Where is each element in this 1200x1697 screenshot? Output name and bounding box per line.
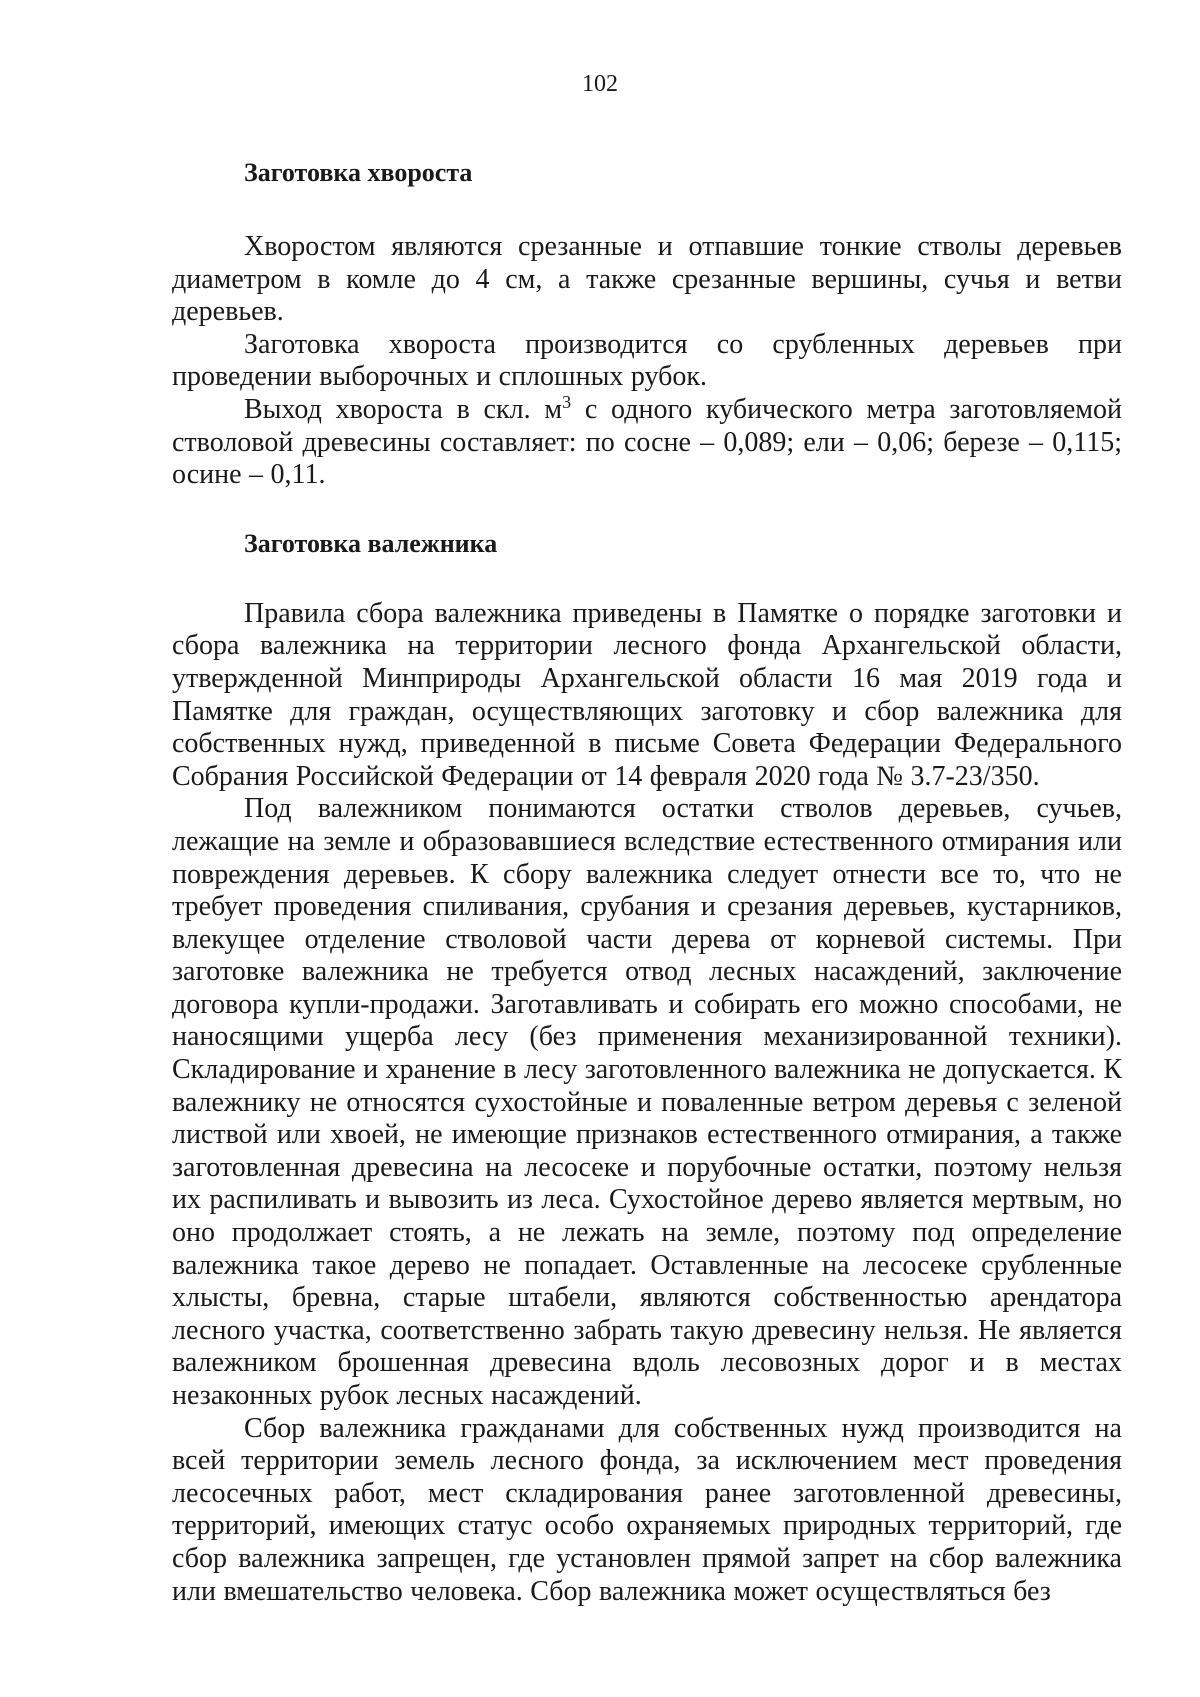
cubic-superscript: 3	[562, 391, 572, 412]
paragraph-deadwood-definition: Под валежником понимаются остатки стволов деревьев, сучьев, лежащие на земле и образовавшиеся вследствие естественного отмирания или повреждения деревьев. К сбору валежника следует отнести все то, что не требует проведения спиливания, срубания и срезания деревьев, кустарников, влекущее отделение стволовой части дерева от корневой системы. При заготовке валежника не требуется отвод лесных насаждений, заключение договора купли-продажи. Заготавливать и собирать его можно способами, не наносящими ущерба лесу (без применения механизированной техники). Складирование и хранение в лесу заготовленного валежника не допускается. К валежнику не относятся сухостойные и поваленные ветром деревья с зеленой листвой или хвоей, не имеющие признаков естественного отмирания, а также заготовленная древесина на лесосеке и порубочные остатки, поэтому нельзя их распиливать и вывозить из леса. Сухостойное дерево является мертвым, но оно продолжает стоять, а не лежать на земле, поэтому под определение валежника такое дерево не попадает. Оставленные на лесосеке срубленные хлысты, бревна, старые штабели, являются собственностью арендатора лесного участка, соответственно забрать такую древесину нельзя. Не является валежником брошенная древесина вдоль лесовозных дорог и в местах незаконных рубок лесных насаждений.	[172, 793, 1122, 1411]
yield-text-end: с одного кубического метра заготовляемой стволовой древесины составляет: по сосне – 0,089; ели – 0,06; березе – 0,115; осине – 0,11.	[172, 393, 1122, 491]
paragraph-brushwood-harvesting: Заготовка хвороста производится со срубленных деревьев при проведении выборочных и сплошных рубок.	[172, 328, 1122, 393]
section-heading-brushwood: Заготовка хвороста	[244, 158, 473, 187]
paragraph-deadwood-collection: Сбор валежника гражданами для собственных нужд производится на всей территории земель лесного фонда, за исключением мест проведения лесосечных работ, мест складирования ранее заготовленной древесины, территорий, имеющих статус особо охраняемых природных территорий, где сбор валежника запрещен, где установлен прямой запрет на сбор валежника или вмешательство человека. Сбор валежника может осуществляться без	[172, 1412, 1122, 1607]
section-heading-deadwood: Заготовка валежника	[244, 528, 498, 558]
page-number: 102	[582, 71, 618, 97]
yield-text-start: Выход хвороста в скл. м	[244, 393, 563, 425]
paragraph-brushwood-yield	[172, 391, 1122, 492]
paragraph-brushwood-definition: Хворостом являются срезанные и отпавшие тонкие стволы деревьев диаметром в комле до 4 см, а также срезанные вершины, сучья и ветви деревьев.	[172, 231, 1122, 328]
document-body	[172, 157, 1122, 1608]
paragraph-deadwood-rules: Правила сбора валежника приведены в Памятке о порядке заготовки и сбора валежника на территории лесного фонда Архангельской области, утвержденной Минприроды Архангельской области 16 мая 2019 года и Памятке для граждан, осуществляющих заготовку и сбор валежника для собственных нужд, приведенной в письме Совета Федерации Федерального Собрания Российской Федерации от 14 февраля 2020 года № 3.7-23/350.	[172, 597, 1122, 792]
